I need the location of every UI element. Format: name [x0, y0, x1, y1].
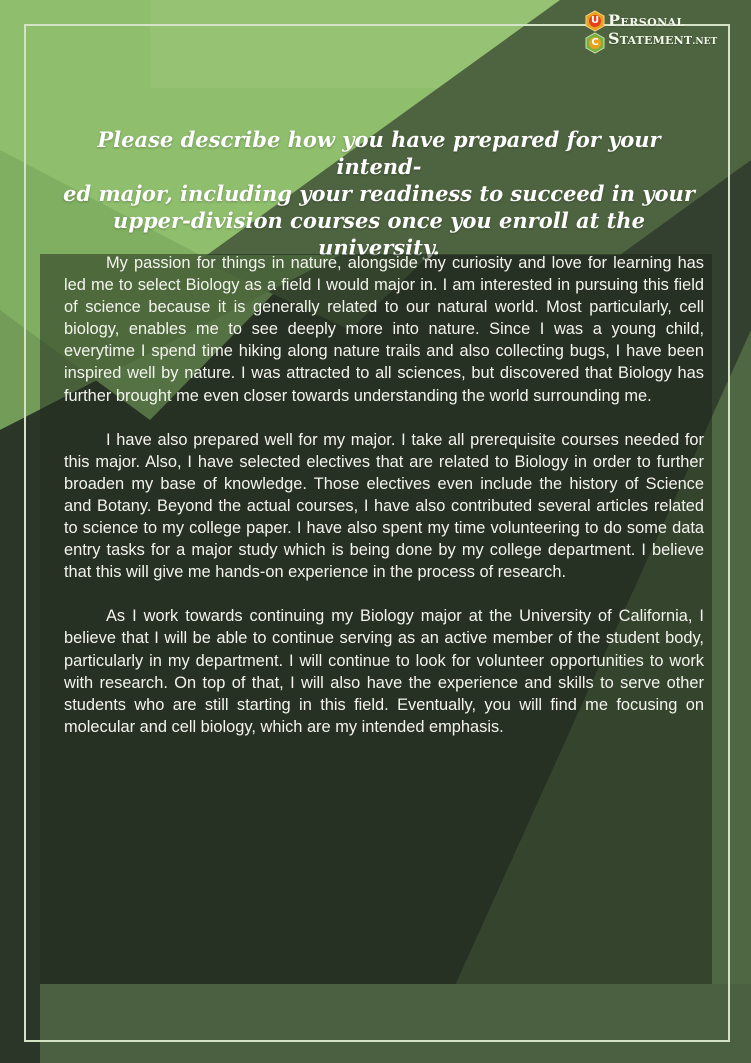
logo-letter-c: C	[591, 37, 599, 48]
prompt-line-2: ed major, including your readiness to succeed in your	[63, 181, 695, 206]
brand-tld-text: .NET	[692, 37, 718, 47]
essay-prompt	[56, 126, 702, 261]
logo-line-personal	[608, 11, 685, 30]
essay-paragraph-3: As I work towards continuing my Biology major at the University of California, I believe that I will be able to continue serving as an active member of the student body, particularly in my department. I will continue to look for volunteer opportunities to work with research. On top of that, I will also have the experience and skills to serve other students who are still starting in this field. Eventually, you will find me focusing on molecular and cell biology, which are my intended emphasis.	[64, 607, 704, 736]
logo-letter-u: U	[590, 15, 600, 26]
logo-line-statement	[608, 29, 717, 48]
logo-hex-bottom	[584, 32, 606, 54]
brand-personal-text: Personal	[608, 11, 685, 30]
logo-hex-top	[584, 10, 606, 32]
brand-logo[interactable]	[582, 8, 742, 56]
essay-paragraph-1: My passion for things in nature, alongside my curiosity and love for learning has led me to select Biology as a field I would major in. I am interested in pursuing this field of science because it is generally related to our natural world. Most particularly, cell biology, enables me to see deeply more into nature. Since I was a young child, everytime I spend time hiking along nature trails and also collecting bugs, I have been inspired well by nature. I was attracted to all sciences, but discovered that Biology has further brought me even closer towards understanding the world surrounding me.	[64, 254, 704, 405]
prompt-line-3: upper-division courses once you enroll at the university.	[113, 208, 645, 260]
essay-body	[64, 252, 704, 760]
brand-statement-text: Statement	[608, 29, 693, 48]
essay-paragraph-2: I have also prepared well for my major. I take all prerequisite courses needed for this major. Also, I have selected electives that are related to Biology in order to further broaden my base of knowledge. Those electives even include the history of Science and Botany. Beyond the actual courses, I have also contributed several articles related to science to my college paper. I have also spent my time volunteering to do some data entry tasks for a major study which is being done by my college department. I believe that this will give me hands-on experience in the process of research.	[64, 430, 704, 582]
prompt-line-1: Please describe how you have prepared for your intend-	[97, 127, 661, 179]
